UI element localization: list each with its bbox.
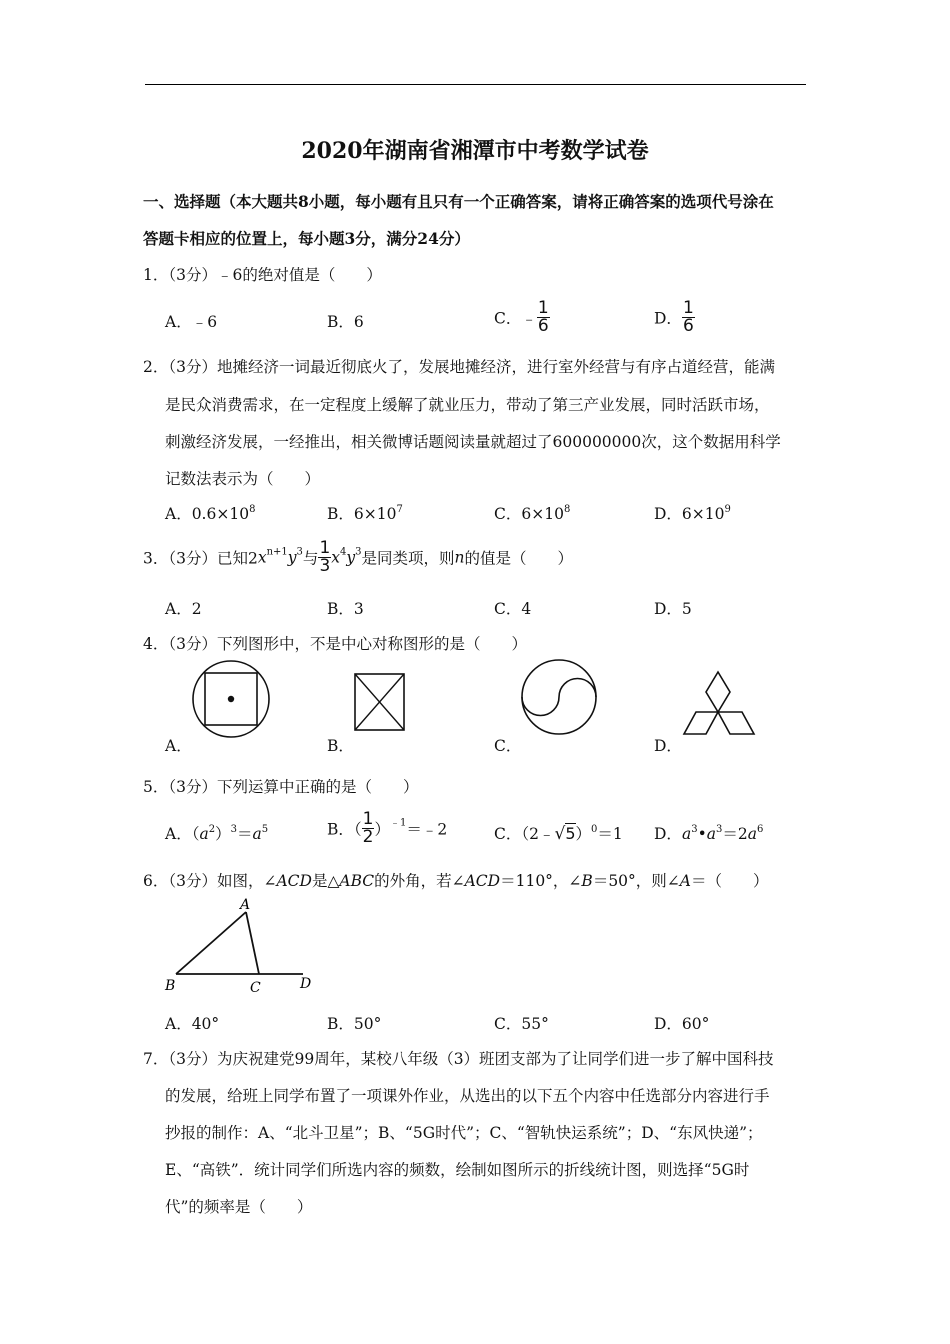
- q3-prefix: 3．（3分）已知2: [143, 549, 258, 568]
- q6-t3: ＝110°，∠: [500, 872, 582, 890]
- q5-d-dot: •: [697, 825, 707, 843]
- q2-line4: 记数法表示为（ ）: [165, 470, 321, 488]
- q6-abc: ABC: [339, 872, 375, 890]
- q5-c-rest: ＝1: [597, 825, 623, 843]
- q3-exp3: 4: [340, 546, 347, 558]
- q3-numerator: 1: [319, 538, 331, 558]
- q6-pre: 6．（3分）如图，∠: [143, 872, 277, 890]
- q7-line3: 抄报的制作：A、“北斗卫星”；B、“5G时代”；C、“智轨快运系统”；D、“东风快递”；: [165, 1124, 763, 1142]
- q1-c-numerator: 1: [537, 298, 549, 318]
- q3-exp4: 3: [355, 546, 362, 558]
- q3-fraction: [318, 540, 331, 575]
- q2-line2: 是民众消费需求，在一定程度上缓解了就业压力，带动了第三产业发展，同时活跃市场，: [165, 396, 770, 414]
- q3-exp1: n+1: [266, 546, 288, 558]
- q5-c-pre: C．（2﹣: [494, 825, 555, 843]
- q5-option-d: [654, 822, 763, 844]
- q5-a-e1: 2: [208, 824, 216, 835]
- q5-a-e3: 5: [261, 824, 269, 835]
- q6-stem: [143, 869, 769, 891]
- q5-a-pre: A．（: [165, 825, 200, 843]
- q5-d-e3: 6: [756, 824, 764, 835]
- q6-t1: 是△: [311, 872, 340, 890]
- q6-label-d: D: [300, 976, 312, 992]
- q5-a-mid: ）: [215, 825, 231, 843]
- q1-option-c: [494, 300, 550, 335]
- q5-a-r: a: [252, 825, 262, 843]
- q5-c-mid: ）: [575, 825, 592, 843]
- q1-c-sign: ﹣: [521, 309, 537, 328]
- q6-option-c: C．55°: [494, 1015, 549, 1033]
- q5-c-radicand: 5: [565, 824, 576, 843]
- section-heading-line1: 一、选择题（本大题共8小题，每小题有且只有一个正确答案，请将正确答案的选项代号涂在: [143, 192, 774, 211]
- q5-a-e2: 3: [230, 824, 237, 835]
- q5-option-c: [494, 822, 623, 844]
- q7-line1: 7．（3分）为庆祝建党99周年，某校八年级（3）班团支部为了让同学们进一步了解中国科技: [143, 1050, 774, 1068]
- q6-t4: ＝50°，则∠: [592, 872, 680, 890]
- q5-d-a: a: [681, 825, 692, 843]
- q3-exp2: 3: [296, 546, 303, 558]
- q3-x: x: [257, 548, 267, 567]
- q6-option-a: A．40°: [165, 1015, 220, 1033]
- q2-c-text: C．6×10: [494, 505, 564, 523]
- q4-option-d: D．: [654, 737, 682, 755]
- q2-d-text: D．6×10: [654, 505, 725, 523]
- q5-a-base: a: [199, 825, 209, 843]
- q5-d-c: a: [747, 825, 757, 843]
- q3-x2: x: [331, 548, 341, 567]
- q3-option-b: B．3: [327, 600, 364, 618]
- q1-option-a: A．﹣6: [165, 313, 218, 331]
- q6-line-ba: [176, 912, 246, 974]
- q6-acd: ACD: [276, 872, 312, 890]
- q4d-right-rhombus: [718, 712, 754, 734]
- q5-b-exp: ﹣1: [389, 817, 407, 829]
- q3-mid: 与: [302, 549, 319, 568]
- q2-option-c: [494, 502, 570, 524]
- q5-d-e1: 3: [691, 824, 698, 835]
- q3-n: n: [454, 548, 465, 567]
- q5-b-denominator: 2: [362, 827, 374, 847]
- q6-a: A: [679, 872, 691, 890]
- q6-acd2: ACD: [464, 872, 501, 890]
- q1-d-fraction: [682, 300, 695, 335]
- q3-stem: [143, 540, 573, 575]
- q6-line-ac: [246, 912, 259, 974]
- q6-b: B: [581, 872, 593, 890]
- q5-b-rest: ＝﹣2: [406, 820, 448, 839]
- q4-stem: 4．（3分）下列图形中，不是中心对称图形的是（ ）: [143, 635, 527, 653]
- q5-d-e2: 3: [715, 824, 723, 835]
- q4-option-b: B．: [327, 737, 354, 755]
- q5-b-mid: ）: [374, 820, 390, 839]
- q3-y: y: [287, 548, 297, 567]
- q3-suffix1: 是同类项，则: [361, 549, 455, 568]
- q2-a-exp: 8: [249, 504, 256, 515]
- q1-stem: 1．（3分）﹣6的绝对值是（ ）: [143, 266, 382, 284]
- q2-b-text: B．6×10: [327, 505, 397, 523]
- q1-d-label: D．: [654, 309, 682, 328]
- q2-c-exp: 8: [563, 504, 571, 515]
- q6-triangle-figure: [160, 895, 325, 1000]
- q1-option-b: B．6: [327, 313, 364, 331]
- q2-d-exp: 9: [724, 504, 731, 515]
- q4-option-c: C．: [494, 737, 522, 755]
- q4-figure-a: [190, 658, 272, 740]
- q1-c-denominator: 6: [537, 316, 549, 336]
- q5-c-radical-sign: √: [554, 824, 566, 844]
- q6-option-d: D．60°: [654, 1015, 710, 1033]
- q3-option-d: D．5: [654, 600, 692, 618]
- header-rule: [145, 84, 806, 85]
- q5-stem: 5．（3分）下列运算中正确的是（ ）: [143, 778, 419, 796]
- q5-b-pre: B．（: [327, 820, 362, 839]
- q5-d-eq: ＝2: [722, 825, 748, 843]
- q3-suffix2: 的值是（ ）: [464, 549, 574, 568]
- q7-line5: 代”的频率是（ ）: [165, 1198, 313, 1216]
- q2-line1: 2．（3分）地摊经济一词最近彻底火了，发展地摊经济，进行室外经营与有序占道经营，能满: [143, 358, 775, 376]
- q1-c-fraction: [537, 300, 550, 335]
- q4-option-a: A．: [165, 737, 192, 755]
- q5-option-b: [327, 811, 447, 846]
- q3-y2: y: [346, 548, 356, 567]
- q6-option-b: B．50°: [327, 1015, 382, 1033]
- q4a-dot: [228, 696, 234, 702]
- q2-option-a: [165, 502, 255, 524]
- q4-figure-c: [519, 657, 599, 737]
- q4c-s-curve: [522, 679, 596, 716]
- q5-d-b: a: [706, 825, 716, 843]
- q3-denominator: 3: [319, 556, 331, 576]
- q7-line2: 的发展，给班上同学布置了一项课外作业，从选出的以下五个内容中任选部分内容进行手: [165, 1087, 770, 1105]
- page-title: 2020年湖南省湘潭市中考数学试卷: [301, 138, 649, 164]
- q5-a-eq: ＝: [236, 825, 253, 843]
- q6-label-b: B: [165, 978, 176, 994]
- q2-line3: 刺激经济发展，一经推出，相关微博话题阅读量就超过了600000000次，这个数据用科学: [165, 433, 781, 451]
- q5-b-numerator: 1: [362, 809, 374, 829]
- q3-option-c: C．4: [494, 600, 532, 618]
- q5-option-a: [165, 822, 268, 844]
- q2-option-b: [327, 502, 403, 524]
- q1-option-d: [654, 300, 695, 335]
- section-heading-line2: 答题卡相应的位置上，每小题3分，满分24分）: [143, 229, 470, 248]
- q6-label-a: A: [240, 897, 251, 913]
- q4d-top-rhombus: [706, 672, 730, 712]
- q5-c-exp: 0: [591, 824, 598, 835]
- q2-b-exp: 7: [396, 504, 403, 515]
- q6-label-c: C: [250, 980, 261, 996]
- q6-t5: ＝（ ）: [690, 872, 769, 890]
- q1-d-numerator: 1: [682, 298, 694, 318]
- q1-d-denominator: 6: [682, 316, 694, 336]
- q5-b-fraction: [362, 811, 375, 846]
- q6-t2: 的外角，若∠: [374, 872, 465, 890]
- q1-c-label: C．: [494, 309, 522, 328]
- q4-figure-d: [680, 668, 760, 738]
- q3-option-a: A．2: [165, 600, 202, 618]
- q2-a-text: A．0.6×10: [165, 505, 250, 523]
- q4d-left-rhombus: [684, 712, 718, 734]
- q4-figure-b: [353, 672, 407, 732]
- q7-line4: E、“高铁”．统计同学们所选内容的频数，绘制如图所示的折线统计图，则选择“5G时: [165, 1161, 750, 1179]
- q5-d-pre: D．: [654, 825, 682, 843]
- q2-option-d: [654, 502, 731, 524]
